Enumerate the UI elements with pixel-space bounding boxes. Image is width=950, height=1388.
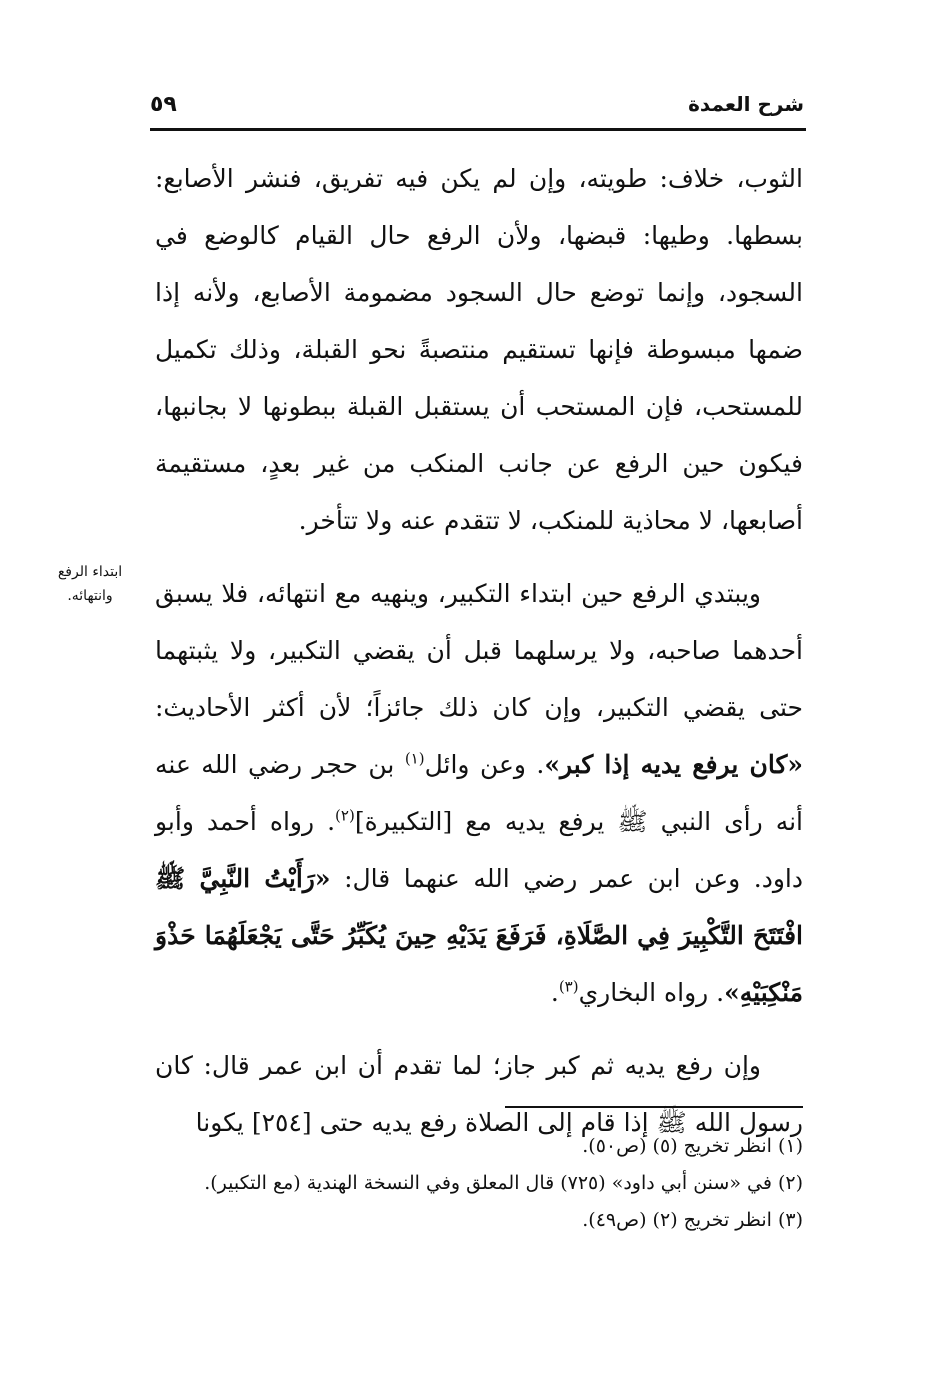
footnote-divider bbox=[505, 1106, 803, 1108]
paragraph-2-text-e: . رواه البخاري bbox=[578, 978, 725, 1007]
footnote-3: (٣) انظر تخريج (٢) (ص٤٩). bbox=[582, 1209, 803, 1231]
footnotes bbox=[155, 1128, 803, 1239]
hadith-quote-2: «رَأَيْتُ النَّبِيَّ ﷺ افْتَتَحَ التَّكْبِيرَ فِي الصَّلَاةِ، فَرَفَعَ يَدَيْهِ حِينَ يُكَبِّرُ حَتَّى يَجْعَلَهُمَا حَذْوَ مَنْكِبَيْهِ» bbox=[155, 864, 803, 1007]
running-header bbox=[150, 92, 806, 132]
footnote-2: (٢) في «سنن أبي داود» (٧٢٥) قال المعلق وفي النسخة الهندية (مع التكبير). bbox=[204, 1172, 803, 1194]
paragraph-1: الثوب، خلاف: طويته، وإن لم يكن فيه تفريق، فنشر الأصابع: بسطها. وطيها: قبضها، ولأن الرفع حال القيام كالوضع في السجود، وإنما توضع حال السجود مضمومة الأصابع، ولأنه إذا ضمها مبسوطة فإنها تستقيم منتصبةً نحو القبلة، وذلك تكميل للمستحب، فإن المستحب أن يستقبل القبلة ببطونها لا بجانبها، فيكون حين الرفع عن جانب المنكب من غير بعدٍ، مستقيمة أصابعها، لا محاذية للمنكب، لا تتقدم عنه ولا تتأخر. bbox=[155, 164, 803, 535]
footnote-1: (١) انظر تخريج (٥) (ص٥٠). bbox=[582, 1135, 803, 1157]
page-number: ٥٩ bbox=[150, 92, 177, 117]
footnote-ref-1[interactable]: (١) bbox=[404, 749, 425, 768]
paragraph-2-text-c: بن حجر رضي الله عنه أنه رأى النبي ﷺ يرفع يديه مع [التكبيرة] bbox=[155, 750, 803, 836]
paragraph-3: وإن رفع يديه ثم كبر جاز؛ لما تقدم أن ابن عمر قال: كان رسول الله ﷺ إذا قام إلى الصلاة رفع يديه حتى [٢٥٤] يكونا bbox=[155, 1051, 803, 1137]
margin-note bbox=[40, 560, 140, 608]
footnote-ref-3[interactable]: (٣) bbox=[558, 977, 579, 996]
paragraph-2-text-b: . وعن وائل bbox=[424, 750, 545, 779]
paragraph-2-text-a: ويبتدي الرفع حين ابتداء التكبير، وينهيه مع انتهائه، فلا يسبق أحدهما صاحبه، ولا يرسلهما قبل أن يقضي التكبير، ولا يثبتهما حتى يقضي التكبير، وإن كان ذلك جائزاً؛ لأن أكثر الأحاديث: bbox=[155, 579, 803, 722]
main-text bbox=[155, 150, 803, 1151]
footnote-ref-2[interactable]: (٢) bbox=[335, 806, 355, 825]
book-title: شرح العمدة bbox=[688, 92, 804, 116]
paragraph-2 bbox=[155, 565, 803, 1021]
margin-note-line-1: ابتداء الرفع bbox=[57, 564, 123, 580]
margin-note-line-2: وانتهائه. bbox=[67, 588, 113, 604]
paragraph-2-text-d: . رواه أحمد وأبو داود. وعن ابن عمر رضي الله عنهما قال: bbox=[155, 807, 804, 893]
header-divider bbox=[150, 128, 806, 131]
hadith-quote-1: «كان يرفع يديه إذا كبر» bbox=[544, 750, 803, 779]
paragraph-2-text-f: . bbox=[550, 978, 559, 1007]
